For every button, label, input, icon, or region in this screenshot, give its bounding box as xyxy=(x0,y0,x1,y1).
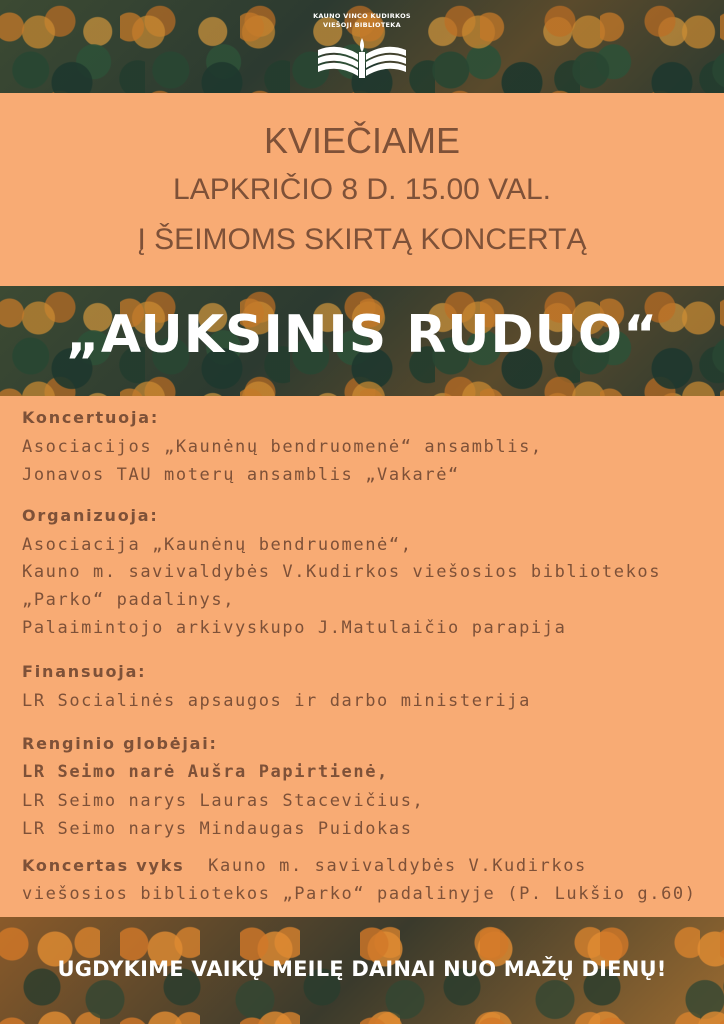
logo-text-line2: VIEŠOJI BIBLIOTEKA xyxy=(323,21,401,29)
funding-label: Finansuoja: xyxy=(22,662,147,681)
organizers-line-2: Kauno m. savivaldybės V.Kudirkos viešosios bibliotekos xyxy=(22,562,662,582)
funding-line-1: LR Socialinės apsaugos ir darbo ministerija xyxy=(22,691,531,711)
invitation-heading: KVIEČIAME xyxy=(263,120,461,161)
organizers-line-3: „Parko“ padalinys, xyxy=(22,590,236,610)
patrons-label: Renginio globėjai: xyxy=(22,734,218,753)
venue-address-start: Kauno m. savivaldybės V.Kudirkos xyxy=(208,856,587,876)
performers-line-1: Asociacijos „Kaunėnų bendruomenė“ ansamblis, xyxy=(22,437,543,457)
details-panel xyxy=(0,396,724,917)
patrons-line-1: LR Seimo narė Aušra Papirtienė, xyxy=(22,762,389,782)
slogan: UGDYKIME VAIKŲ MEILĘ DAINAI NUO MAŽŲ DIENŲ! xyxy=(57,957,667,981)
organizers-line-4: Palaimintojo arkivyskupo J.Matulaičio parapija xyxy=(22,618,567,638)
logo-text-line1: KAUNO VINCO KUDIRKOS xyxy=(313,12,411,20)
performers-label: Koncertuoja: xyxy=(22,408,160,427)
concert-title: „AUKSINIS RUDUO“ xyxy=(65,305,659,365)
invitation-banner xyxy=(0,93,724,286)
patrons-line-3: LR Seimo narys Mindaugas Puidokas xyxy=(22,819,413,839)
venue-line-2: viešosios bibliotekos „Parko“ padalinyje (P. Lukšio g.60) xyxy=(22,884,697,904)
performers-line-2: Jonavos TAU moterų ansamblis „Vakarė“ xyxy=(22,465,460,485)
organizers-label: Organizuoja: xyxy=(22,506,159,525)
library-logo xyxy=(312,8,412,86)
venue-line-1 xyxy=(22,856,587,876)
event-date-time: LAPKRIČIO 8 D. 15.00 VAL. xyxy=(173,173,551,206)
book-icon xyxy=(312,8,412,86)
event-description: Į ŠEIMOMS SKIRTĄ KONCERTĄ xyxy=(137,223,587,256)
organizers-line-1: Asociacija „Kaunėnų bendruomenė“, xyxy=(22,535,413,555)
patrons-line-2: LR Seimo narys Lauras Stacevičius, xyxy=(22,791,425,811)
venue-label: Koncertas vyks xyxy=(22,856,185,875)
